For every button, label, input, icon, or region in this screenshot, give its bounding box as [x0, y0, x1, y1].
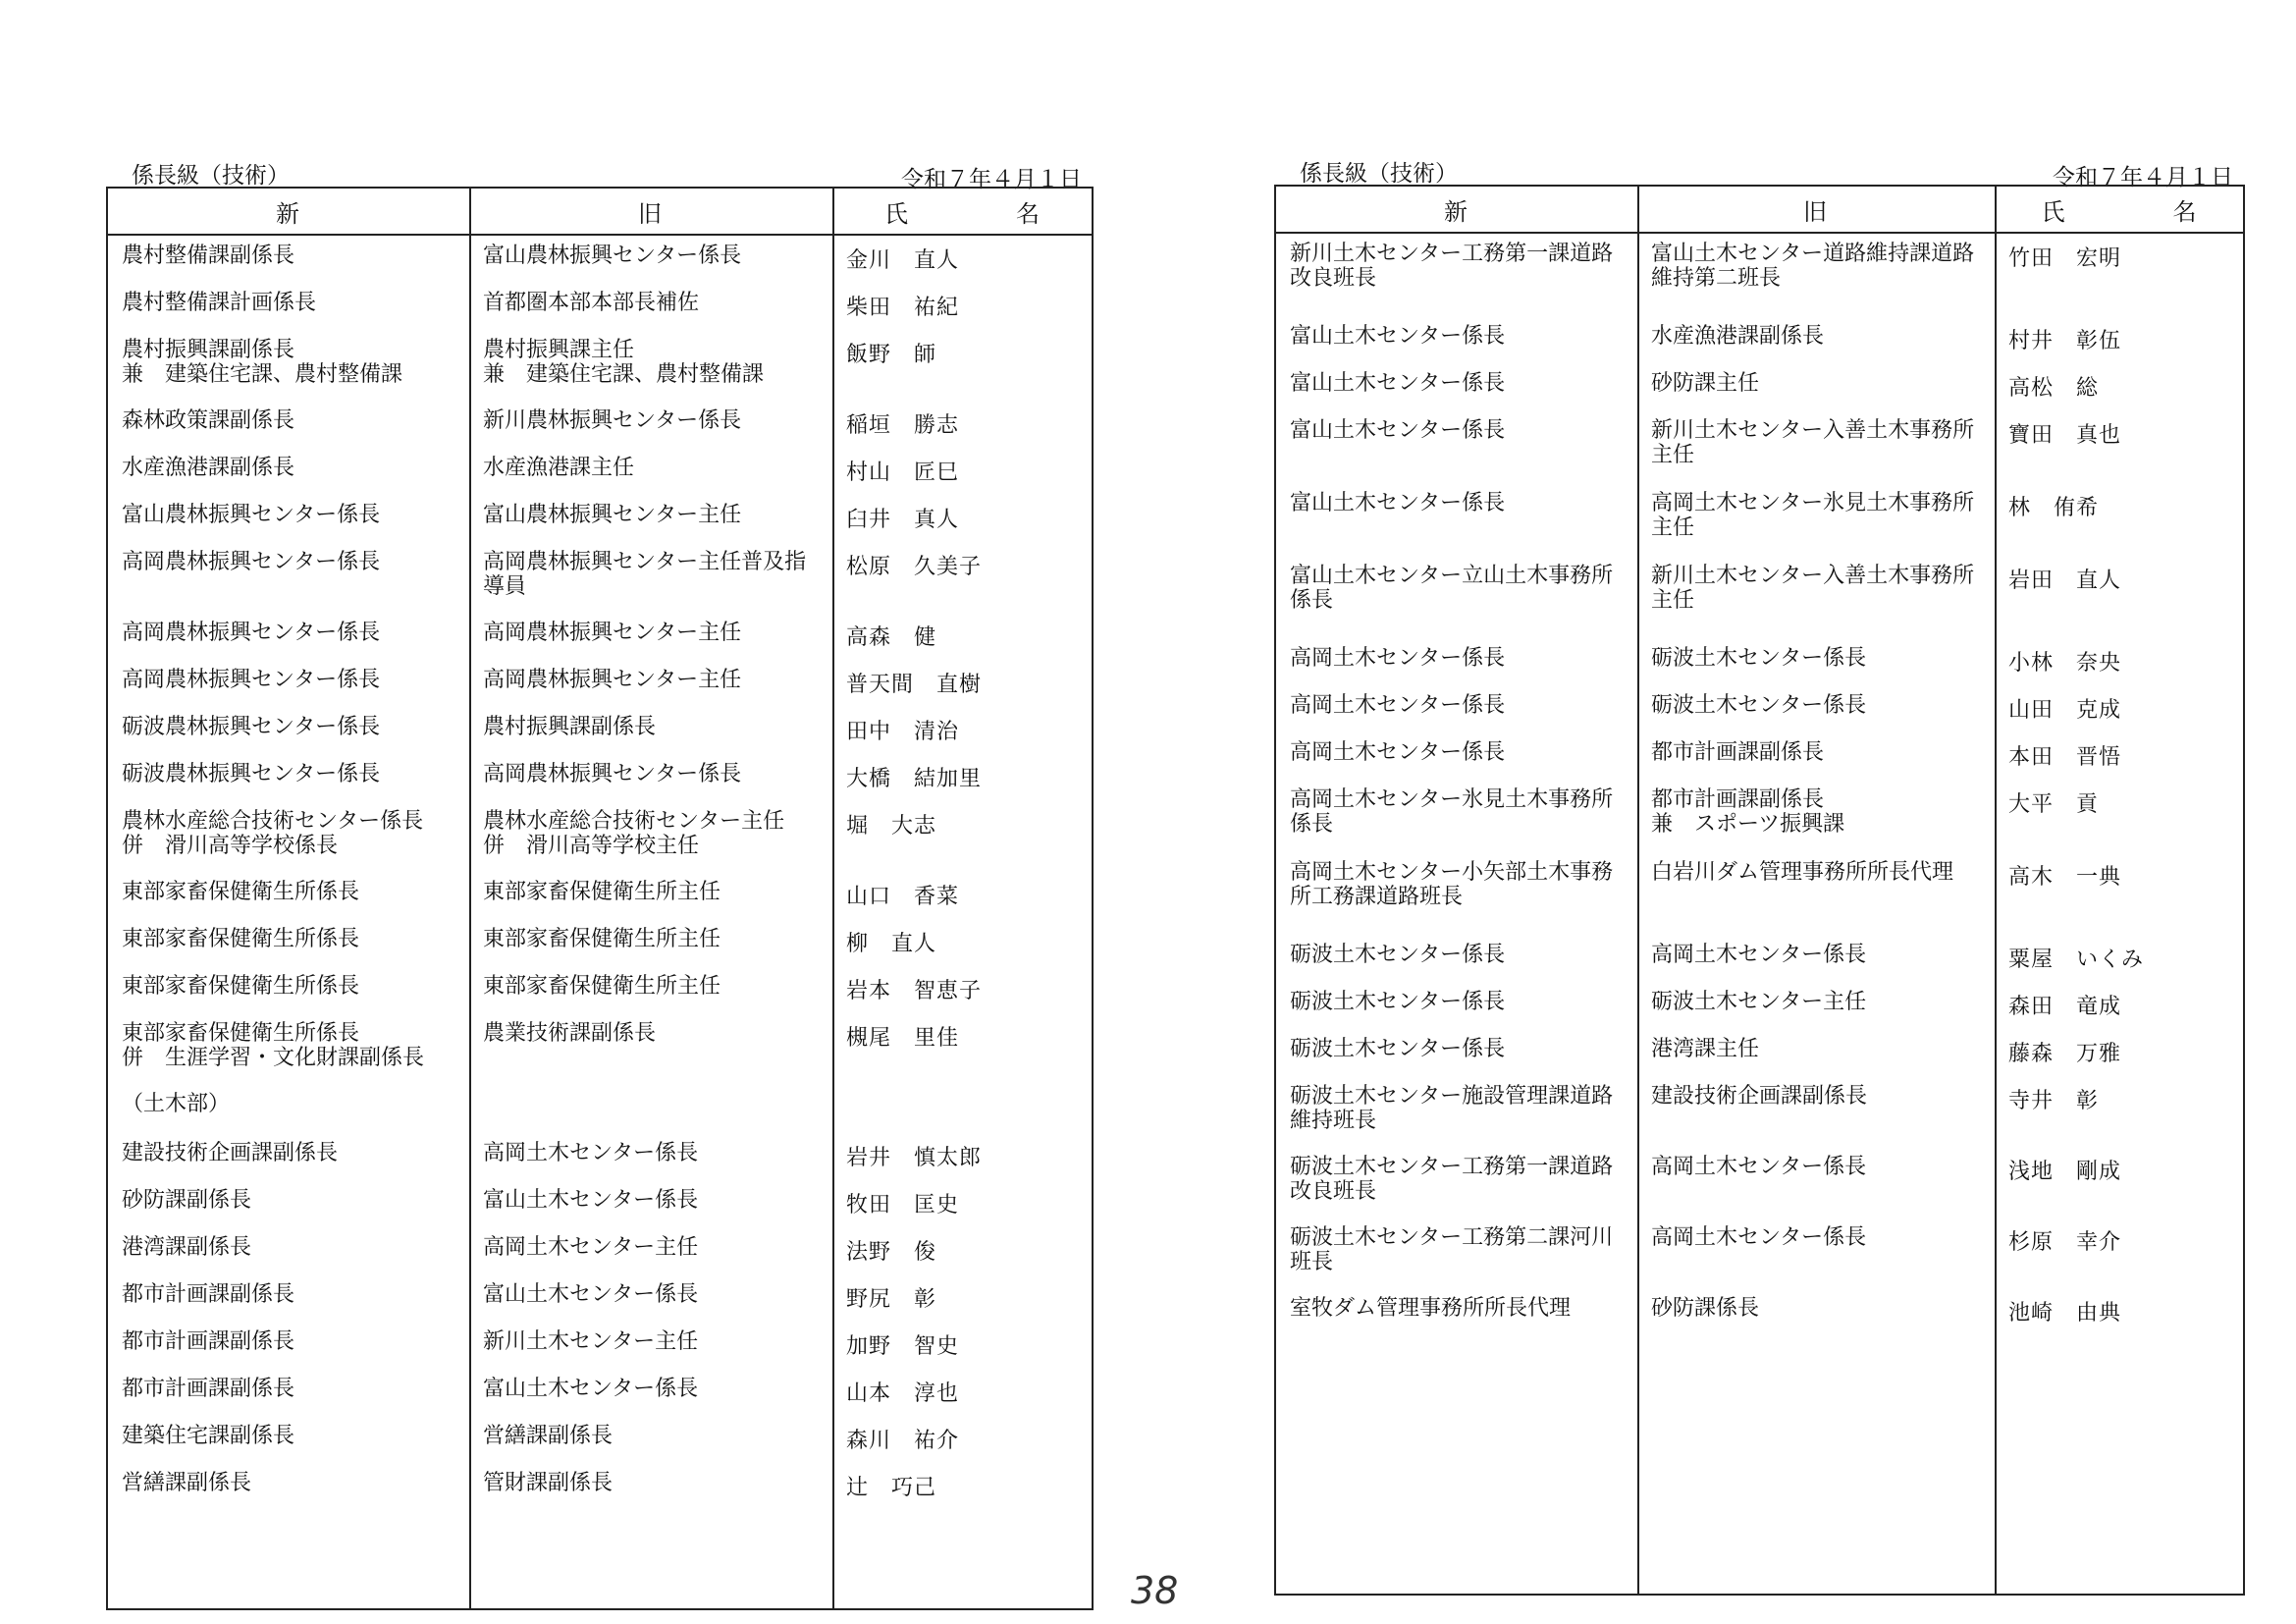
old-position-line: 砺波土木センター主任 [1651, 990, 1867, 1014]
old-position-line: 主任 [1651, 515, 1695, 540]
cell-old-position [1637, 860, 1995, 885]
table-header [1276, 187, 2243, 234]
new-position-line: 東部家畜保健衛生所係長 [122, 880, 360, 904]
cell-person-name: 柳 直人 [846, 932, 937, 956]
header-name: 氏 名 [884, 199, 1040, 228]
new-position-line: 砂防課副係長 [122, 1188, 252, 1213]
table-body [108, 236, 1092, 1518]
cell-person-name: 辻 巧己 [846, 1476, 937, 1500]
cell-person-name: 加野 智史 [846, 1334, 960, 1359]
table-row [108, 1282, 1092, 1329]
cell-old-position [1637, 371, 1995, 396]
cell-person-name: 法野 俊 [846, 1240, 937, 1265]
cell-person-name: 普天間 直樹 [846, 673, 983, 697]
cell-old-position [1637, 740, 1995, 765]
table-row [108, 550, 1092, 621]
old-position-line: 高岡土木センター係長 [483, 1141, 699, 1165]
old-position-line: 営繕課副係長 [483, 1424, 614, 1448]
table-row [108, 1141, 1092, 1188]
cell-new-position [108, 880, 469, 904]
cell-person-name: 岩田 直人 [2008, 568, 2122, 593]
cell-new-position [108, 668, 469, 692]
new-position-line: 水産漁港課副係長 [122, 456, 295, 480]
cell-person-name: 松原 久美子 [846, 555, 983, 579]
cell-new-position [108, 927, 469, 951]
old-position-line: 兼 スポーツ振興課 [1651, 812, 1845, 837]
cell-old-position [469, 809, 832, 858]
old-position-line: 維持第二班長 [1651, 266, 1782, 291]
table-row [108, 291, 1092, 338]
old-position-line: 農業技術課副係長 [483, 1021, 657, 1046]
column-divider [1637, 187, 1639, 1594]
cell-old-position [1637, 418, 1995, 467]
cell-new-position [1276, 1037, 1637, 1061]
cell-person-name: 池崎 由典 [2008, 1301, 2122, 1326]
cell-new-position [108, 550, 469, 574]
new-position-line: 都市計画課副係長 [122, 1282, 295, 1307]
old-position-line: 白岩川ダム管理事務所所長代理 [1651, 860, 1954, 885]
cell-person-name: 稲垣 勝志 [846, 413, 960, 438]
cell-old-position [469, 1424, 832, 1448]
old-position-line: 港湾課主任 [1651, 1037, 1760, 1061]
new-position-line: 農村振興課副係長 [122, 338, 295, 362]
cell-new-position [1276, 1084, 1637, 1133]
old-position-line: 都市計画課副係長 [1651, 787, 1825, 812]
table-row [1276, 646, 2243, 693]
cell-person-name: 寺井 彰 [2008, 1089, 2100, 1113]
table-row [1276, 787, 2243, 860]
old-position-line: 新川土木センター主任 [483, 1329, 699, 1354]
old-position-line: 兼 建築住宅課、農村整備課 [483, 362, 765, 387]
old-position-line: 水産漁港課副係長 [1651, 324, 1825, 349]
cell-new-position [1276, 787, 1637, 837]
new-position-line: 所工務課道路班長 [1290, 885, 1464, 909]
column-divider [469, 189, 471, 1608]
cell-person-name: 飯野 師 [846, 343, 937, 367]
cell-new-position [108, 974, 469, 999]
old-position-line: 管財課副係長 [483, 1471, 614, 1495]
old-position-line: 高岡農林振興センター主任普及指 [483, 550, 807, 574]
table-row [108, 762, 1092, 809]
cell-new-position [108, 1329, 469, 1354]
cell-new-position [108, 1092, 469, 1116]
cell-old-position [469, 1471, 832, 1495]
table-row [1276, 1037, 2243, 1084]
cell-new-position [1276, 1225, 1637, 1274]
cell-person-name: 村山 匠巳 [846, 460, 960, 485]
old-position-line: 富山土木センター係長 [483, 1188, 699, 1213]
old-position-line: 富山土木センター道路維持課道路 [1651, 242, 1975, 266]
table-row [1276, 990, 2243, 1037]
cell-old-position [469, 621, 832, 645]
table-row [1276, 1225, 2243, 1296]
cell-person-name: 杉原 幸介 [2008, 1230, 2122, 1255]
new-position-line: 農林水産総合技術センター係長 [122, 809, 424, 834]
table-row [108, 1377, 1092, 1424]
table-row [1276, 324, 2243, 371]
cell-new-position [1276, 242, 1637, 291]
cell-person-name: 藤森 万雅 [2008, 1042, 2122, 1066]
cell-new-position [1276, 943, 1637, 967]
new-position-line: 富山土木センター係長 [1290, 418, 1506, 443]
cell-new-position [108, 1235, 469, 1260]
cell-person-name: 高森 健 [846, 625, 937, 650]
header-old: 旧 [1803, 197, 1829, 226]
new-position-line: 高岡農林振興センター係長 [122, 668, 381, 692]
old-position-line: 砺波土木センター係長 [1651, 646, 1867, 671]
cell-old-position [469, 408, 832, 433]
new-position-line: 室牧ダム管理事務所所長代理 [1290, 1296, 1572, 1321]
cell-person-name: 林 侑希 [2008, 496, 2100, 520]
old-position-line: 東部家畜保健衛生所主任 [483, 927, 721, 951]
cell-new-position [1276, 564, 1637, 613]
cell-person-name: 村井 彰伍 [2008, 329, 2122, 353]
old-position-line: 新川土木センター入善土木事務所 [1651, 564, 1975, 588]
cell-new-position [108, 244, 469, 268]
old-position-line: 富山農林振興センター係長 [483, 244, 742, 268]
new-position-line: 建築住宅課副係長 [122, 1424, 295, 1448]
new-position-line: 高岡土木センター係長 [1290, 740, 1506, 765]
new-position-line: 東部家畜保健衛生所係長 [122, 1021, 360, 1046]
old-position-line: 高岡農林振興センター主任 [483, 668, 742, 692]
cell-new-position [1276, 371, 1637, 396]
cell-person-name: 堀 大志 [846, 814, 937, 839]
left-panel [106, 147, 1094, 1610]
old-position-line: 高岡農林振興センター係長 [483, 762, 742, 786]
new-position-line: 高岡農林振興センター係長 [122, 550, 381, 574]
table-row [108, 1092, 1092, 1141]
cell-person-name: 野尻 彰 [846, 1287, 937, 1312]
new-position-line: 高岡土木センター係長 [1290, 693, 1506, 718]
category-label: 係長級（技術） [132, 163, 290, 189]
cell-new-position [108, 1141, 469, 1165]
cell-person-name: 森田 竜成 [2008, 995, 2122, 1019]
cell-new-position [108, 1471, 469, 1495]
new-position-line: 併 滑川高等学校係長 [122, 834, 339, 858]
new-position-line: 富山農林振興センター係長 [122, 503, 381, 527]
new-position-line: 港湾課副係長 [122, 1235, 252, 1260]
new-position-line: 富山土木センター立山土木事務所 [1290, 564, 1614, 588]
old-position-line: 主任 [1651, 588, 1695, 613]
old-position-line: 砺波土木センター係長 [1651, 693, 1867, 718]
cell-new-position [108, 503, 469, 527]
cell-old-position [1637, 943, 1995, 967]
cell-person-name: 田中 清治 [846, 720, 960, 744]
effective-date: 令和７年４月１日 [901, 167, 1082, 192]
cell-old-position [469, 762, 832, 786]
new-position-line: 砺波土木センター工務第一課道路 [1290, 1155, 1614, 1179]
cell-new-position [108, 715, 469, 739]
category-label: 係長級（技術） [1300, 161, 1458, 187]
new-position-line: 改良班長 [1290, 1179, 1377, 1204]
cell-old-position [1637, 491, 1995, 540]
old-position-line: 富山農林振興センター主任 [483, 503, 742, 527]
new-position-line: 農村整備課副係長 [122, 244, 295, 268]
old-position-line: 高岡農林振興センター主任 [483, 621, 742, 645]
old-position-line: 農村振興課主任 [483, 338, 635, 362]
table-row [108, 1329, 1092, 1377]
cell-new-position [1276, 1296, 1637, 1321]
table-row [108, 408, 1092, 456]
old-position-line: 新川農林振興センター係長 [483, 408, 742, 433]
old-position-line: 東部家畜保健衛生所主任 [483, 880, 721, 904]
cell-new-position [108, 762, 469, 786]
cell-person-name: 小林 奈央 [2008, 651, 2122, 676]
new-position-line: 併 生涯学習・文化財課副係長 [122, 1046, 425, 1070]
cell-old-position [469, 974, 832, 999]
cell-person-name: 槻尾 里佳 [846, 1026, 960, 1051]
table-row [1276, 860, 2243, 943]
new-position-line: 建設技術企画課副係長 [122, 1141, 339, 1165]
new-position-line: 富山土木センター係長 [1290, 371, 1506, 396]
new-position-line: 高岡土木センター係長 [1290, 646, 1506, 671]
cell-person-name: 山田 克成 [2008, 698, 2122, 723]
transfer-table [106, 187, 1094, 1610]
old-position-line: 建設技術企画課副係長 [1651, 1084, 1868, 1109]
old-position-line: 農村振興課副係長 [483, 715, 657, 739]
cell-person-name: 岩井 慎太郎 [846, 1146, 983, 1170]
cell-old-position [469, 244, 832, 268]
cell-person-name: 森川 祐介 [846, 1429, 960, 1453]
new-position-line: 改良班長 [1290, 266, 1377, 291]
old-position-line: 富山土木センター係長 [483, 1377, 699, 1401]
cell-person-name: 山口 香菜 [846, 885, 960, 909]
new-position-line: 維持班長 [1290, 1109, 1377, 1133]
table-row [108, 1021, 1092, 1092]
transfer-table [1274, 185, 2245, 1596]
table-row [1276, 371, 2243, 418]
old-position-line: 農林水産総合技術センター主任 [483, 809, 785, 834]
cell-old-position [1637, 787, 1995, 837]
cell-new-position [1276, 646, 1637, 671]
table-row [1276, 943, 2243, 990]
cell-new-position [108, 1282, 469, 1307]
table-body [1276, 234, 2243, 1343]
cell-new-position [108, 1021, 469, 1070]
cell-new-position [108, 291, 469, 315]
right-meta [1274, 145, 2245, 190]
cell-new-position [1276, 990, 1637, 1014]
table-row [108, 456, 1092, 503]
old-position-line: 富山土木センター係長 [483, 1282, 699, 1307]
cell-old-position [1637, 324, 1995, 349]
table-row [108, 880, 1092, 927]
cell-old-position [469, 715, 832, 739]
new-position-line: 高岡土木センター氷見土木事務所 [1290, 787, 1614, 812]
old-position-line: 新川土木センター入善土木事務所 [1651, 418, 1975, 443]
cell-person-name: 大平 貢 [2008, 792, 2100, 817]
table-row [108, 244, 1092, 291]
table-row [1276, 418, 2243, 491]
cell-new-position [1276, 418, 1637, 443]
cell-new-position [108, 408, 469, 433]
old-position-line: 高岡土木センター氷見土木事務所 [1651, 491, 1975, 515]
old-position-line: 都市計画課副係長 [1651, 740, 1825, 765]
effective-date: 令和７年４月１日 [2053, 165, 2233, 190]
table-row [1276, 1155, 2243, 1225]
cell-old-position [1637, 1296, 1995, 1321]
new-position-line: 農村整備課計画係長 [122, 291, 317, 315]
new-position-line: 砺波農林振興センター係長 [122, 762, 381, 786]
new-position-line: 都市計画課副係長 [122, 1377, 295, 1401]
cell-old-position [469, 503, 832, 527]
table-row [108, 715, 1092, 762]
cell-person-name: 山本 淳也 [846, 1381, 960, 1406]
header-name: 氏 名 [2041, 197, 2197, 226]
new-position-line: 東部家畜保健衛生所係長 [122, 974, 360, 999]
cell-person-name: 柴田 祐紀 [846, 296, 960, 320]
old-position-line: 併 滑川高等学校主任 [483, 834, 700, 858]
new-position-line: 兼 建築住宅課、農村整備課 [122, 362, 403, 387]
table-row [1276, 693, 2243, 740]
new-position-line: 高岡農林振興センター係長 [122, 621, 381, 645]
cell-new-position [1276, 693, 1637, 718]
cell-old-position [1637, 1037, 1995, 1061]
cell-new-position [108, 1188, 469, 1213]
cell-person-name: 浅地 剛成 [2008, 1160, 2122, 1184]
cell-new-position [108, 1424, 469, 1448]
cell-old-position [1637, 1225, 1995, 1250]
table-header [108, 189, 1092, 236]
table-row [1276, 491, 2243, 564]
new-position-line: （土木部） [122, 1092, 231, 1116]
cell-old-position [469, 668, 832, 692]
cell-new-position [108, 809, 469, 858]
page-number: 38 [1131, 1569, 1179, 1612]
table-row [108, 1188, 1092, 1235]
cell-old-position [1637, 1084, 1995, 1109]
table-row [108, 1471, 1092, 1518]
new-position-line: 砺波農林振興センター係長 [122, 715, 381, 739]
cell-old-position [469, 338, 832, 387]
new-position-line: 森林政策課副係長 [122, 408, 295, 433]
table-row [1276, 740, 2243, 787]
cell-person-name: 寶田 真也 [2008, 423, 2122, 448]
cell-person-name: 粟屋 いくみ [2008, 947, 2145, 972]
cell-old-position [1637, 564, 1995, 613]
cell-old-position [469, 1141, 832, 1165]
right-panel [1274, 145, 2245, 1596]
new-position-line: 砺波土木センター工務第二課河川 [1290, 1225, 1614, 1250]
cell-new-position [108, 621, 469, 645]
cell-old-position [469, 550, 832, 599]
old-position-line: 東部家畜保健衛生所主任 [483, 974, 721, 999]
old-position-line: 高岡土木センター係長 [1651, 1225, 1867, 1250]
column-divider [832, 189, 834, 1608]
cell-old-position [469, 1329, 832, 1354]
cell-new-position [1276, 491, 1637, 515]
cell-new-position [108, 456, 469, 480]
old-position-line: 高岡土木センター係長 [1651, 943, 1867, 967]
old-position-line: 首都圏本部本部長補佐 [483, 291, 700, 315]
table-row [108, 809, 1092, 880]
new-position-line: 砺波土木センター係長 [1290, 1037, 1506, 1061]
cell-person-name: 竹田 宏明 [2008, 246, 2122, 271]
old-position-line: 砂防課主任 [1651, 371, 1760, 396]
new-position-line: 新川土木センター工務第一課道路 [1290, 242, 1614, 266]
left-meta [106, 147, 1094, 192]
cell-old-position [1637, 990, 1995, 1014]
table-row [108, 1424, 1092, 1471]
cell-old-position [469, 1235, 832, 1260]
table-row [1276, 1084, 2243, 1155]
cell-person-name: 牧田 匡史 [846, 1193, 960, 1218]
table-row [108, 668, 1092, 715]
new-position-line: 富山土木センター係長 [1290, 324, 1506, 349]
cell-new-position [108, 338, 469, 387]
table-row [108, 1235, 1092, 1282]
old-position-line: 砂防課係長 [1651, 1296, 1760, 1321]
old-position-line: 主任 [1651, 443, 1695, 467]
table-row [108, 974, 1092, 1021]
cell-person-name: 本田 晋悟 [2008, 745, 2122, 770]
cell-new-position [108, 1377, 469, 1401]
cell-old-position [469, 1282, 832, 1307]
new-position-line: 高岡土木センター小矢部土木事務 [1290, 860, 1614, 885]
cell-old-position [1637, 646, 1995, 671]
cell-person-name [832, 1092, 1092, 1097]
old-position-line: 高岡土木センター主任 [483, 1235, 699, 1260]
table-row [108, 621, 1092, 668]
new-position-line: 砺波土木センター施設管理課道路 [1290, 1084, 1614, 1109]
cell-old-position [469, 291, 832, 315]
cell-new-position [1276, 860, 1637, 909]
new-position-line: 営繕課副係長 [122, 1471, 252, 1495]
cell-person-name: 高木 一典 [2008, 865, 2122, 890]
new-position-line: 砺波土木センター係長 [1290, 990, 1506, 1014]
column-divider [1995, 187, 1997, 1594]
new-position-line: 班長 [1290, 1250, 1334, 1274]
table-row [108, 338, 1092, 408]
cell-old-position [469, 1377, 832, 1401]
cell-person-name: 大橋 結加里 [846, 767, 983, 791]
new-position-line: 係長 [1290, 588, 1334, 613]
header-new: 新 [1444, 197, 1469, 226]
cell-old-position [1637, 242, 1995, 291]
table-row [1276, 564, 2243, 646]
old-position-line: 導員 [483, 574, 527, 599]
cell-old-position [469, 880, 832, 904]
cell-old-position [1637, 693, 1995, 718]
cell-old-position [469, 456, 832, 480]
cell-old-position [469, 927, 832, 951]
new-position-line: 都市計画課副係長 [122, 1329, 295, 1354]
old-position-line: 水産漁港課主任 [483, 456, 635, 480]
cell-new-position [1276, 324, 1637, 349]
cell-new-position [1276, 740, 1637, 765]
table-row [1276, 1296, 2243, 1343]
old-position-line: 高岡土木センター係長 [1651, 1155, 1867, 1179]
cell-old-position [1637, 1155, 1995, 1179]
header-new: 新 [276, 199, 301, 228]
cell-person-name: 臼井 真人 [846, 508, 960, 532]
new-position-line: 係長 [1290, 812, 1334, 837]
cell-new-position [1276, 1155, 1637, 1204]
cell-person-name: 岩本 智恵子 [846, 979, 983, 1003]
cell-person-name: 高松 総 [2008, 376, 2100, 401]
table-row [108, 503, 1092, 550]
new-position-line: 砺波土木センター係長 [1290, 943, 1506, 967]
table-row [1276, 242, 2243, 324]
header-old: 旧 [638, 199, 664, 228]
cell-person-name: 金川 直人 [846, 248, 960, 273]
new-position-line: 富山土木センター係長 [1290, 491, 1506, 515]
new-position-line: 東部家畜保健衛生所係長 [122, 927, 360, 951]
cell-old-position [469, 1021, 832, 1046]
cell-old-position [469, 1188, 832, 1213]
table-row [108, 927, 1092, 974]
